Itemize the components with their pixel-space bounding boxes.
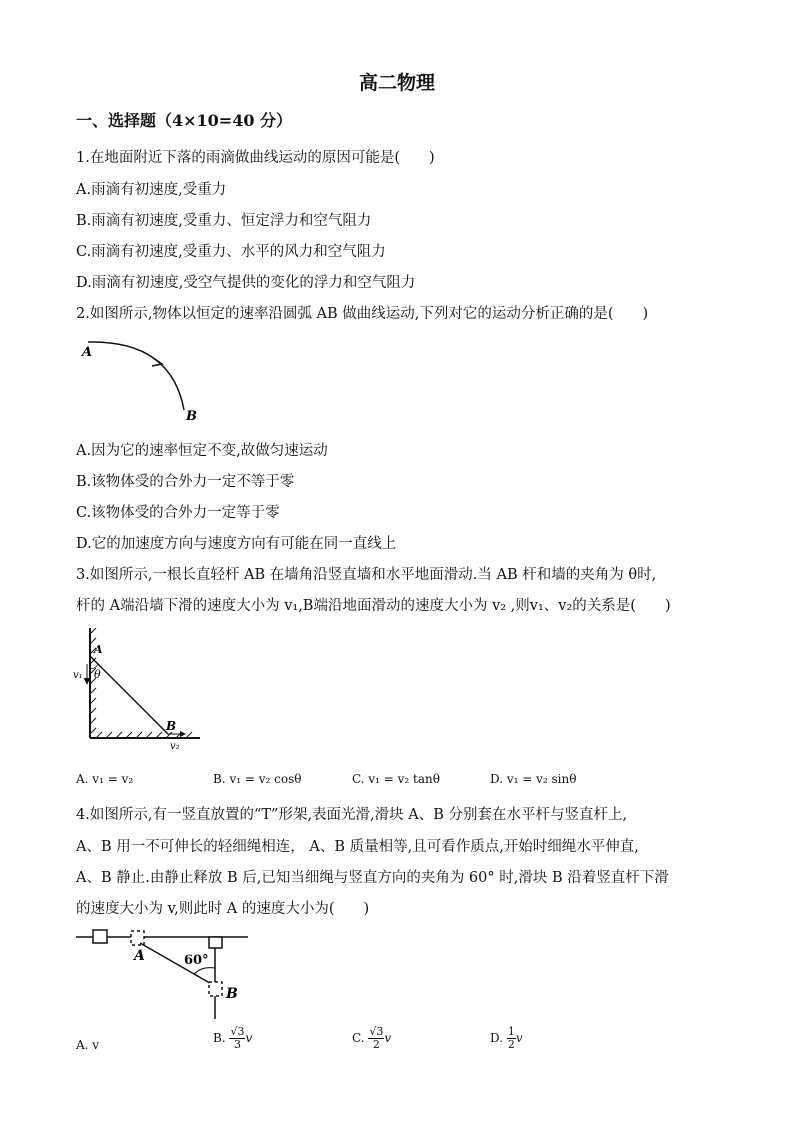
q1-option-c: C.雨滴有初速度,受重力、水平的风力和空气阻力 [76, 244, 386, 260]
q4-stem-line3: A、B 静止.由静止释放 B 后,已知当细绳与竖直方向的夹角为 60° 时,滑块 B 沿着竖直杆下滑 [76, 870, 669, 886]
section-heading: 一、选择题（4×10=40 分） [76, 111, 293, 130]
q1-option-b: B.雨滴有初速度,受重力、恒定浮力和空气阻力 [76, 213, 372, 229]
q4-option-d-suffix: v [515, 1031, 523, 1045]
q4-option-d-numerator: 1 [507, 1025, 515, 1038]
q3-stem-line1: 3.如图所示,一根长直轻杆 AB 在墙角沿竖直墙和水平地面滑动.当 AB 杆和墙的夹角为 θ时, [76, 567, 657, 583]
q3-label-v1: v₁ [73, 670, 83, 681]
q4-option-b-numerator: √3 [230, 1025, 245, 1038]
q4-option-c-fraction [368, 1026, 384, 1051]
q2-option-a: A.因为它的速率恒定不变,故做匀速运动 [76, 443, 328, 459]
q3-stem-line2: 杆的 A端沿墙下滑的速度大小为 v₁,B端沿地面滑动的速度大小为 v₂ ,则v₁、v₂的关系是( ) [76, 598, 671, 614]
q1-option-a: A.雨滴有初速度,受重力 [76, 182, 227, 198]
q4-label-b: B [226, 986, 238, 1002]
q4-option-d-prefix: D. [490, 1031, 504, 1045]
q2-arc-figure [76, 330, 216, 425]
q4-stem-line4: 的速度大小为 v,则此时 A 的速度大小为( ) [76, 901, 370, 917]
q4-option-b-fraction [229, 1026, 245, 1051]
q3-label-a: A [94, 643, 103, 656]
q2-option-d: D.它的加速度方向与速度方向有可能在同一直线上 [76, 536, 397, 552]
q4-option-d-denominator: 2 [507, 1038, 515, 1051]
q4-option-d [490, 1026, 523, 1051]
q3-option-c: C. v₁ = v₂ tanθ [352, 772, 440, 786]
q4-label-angle: 60° [184, 953, 209, 968]
q1-stem: 1.在地面附近下落的雨滴做曲线运动的原因可能是( ) [76, 150, 435, 166]
q3-option-b: B. v₁ = v₂ cosθ [213, 772, 302, 786]
q4-t-frame-figure [76, 924, 256, 1024]
q3-rod-figure [70, 628, 210, 753]
q4-label-a: A [134, 948, 145, 964]
q2-option-c: C.该物体受的合外力一定等于零 [76, 505, 280, 521]
q4-stem-line2: A、B 用一不可伸长的轻细绳相连， A、B 质量相等,且可看作质点,开始时细绳水平伸直, [76, 839, 639, 855]
q2-label-a: A [82, 345, 93, 360]
q3-label-v2: v₂ [170, 741, 180, 752]
q4-option-d-fraction [507, 1026, 516, 1051]
q3-label-theta: θ [94, 668, 101, 681]
q3-option-d: D. v₁ = v₂ sinθ [490, 772, 577, 786]
q4-option-b-prefix: B. [213, 1031, 226, 1045]
q3-option-a: A. v₁ = v₂ [76, 772, 134, 786]
q4-option-b-denominator: 3 [233, 1038, 241, 1051]
q4-option-c-numerator: √3 [369, 1025, 384, 1038]
q4-option-c-denominator: 2 [372, 1038, 380, 1051]
q2-stem: 2.如图所示,物体以恒定的速率沿圆弧 AB 做曲线运动,下列对它的运动分析正确的是( ) [76, 306, 649, 322]
q4-option-a: A. v [76, 1038, 100, 1052]
q4-option-b [213, 1026, 252, 1051]
q4-option-b-suffix: v [245, 1031, 253, 1045]
q1-option-d: D.雨滴有初速度,受空气提供的变化的浮力和空气阻力 [76, 275, 416, 291]
q2-option-b: B.该物体受的合外力一定不等于零 [76, 474, 295, 490]
q3-label-b: B [166, 719, 177, 733]
q4-stem-line1: 4.如图所示,有一竖直放置的“T”形架,表面光滑,滑块 A、B 分别套在水平杆与竖直杆上, [76, 807, 628, 823]
q4-option-c-prefix: C. [352, 1031, 365, 1045]
q4-option-c-suffix: v [384, 1031, 392, 1045]
q2-label-b: B [186, 409, 197, 424]
page-title: 高二物理 [358, 72, 435, 94]
q4-option-c [352, 1026, 391, 1051]
